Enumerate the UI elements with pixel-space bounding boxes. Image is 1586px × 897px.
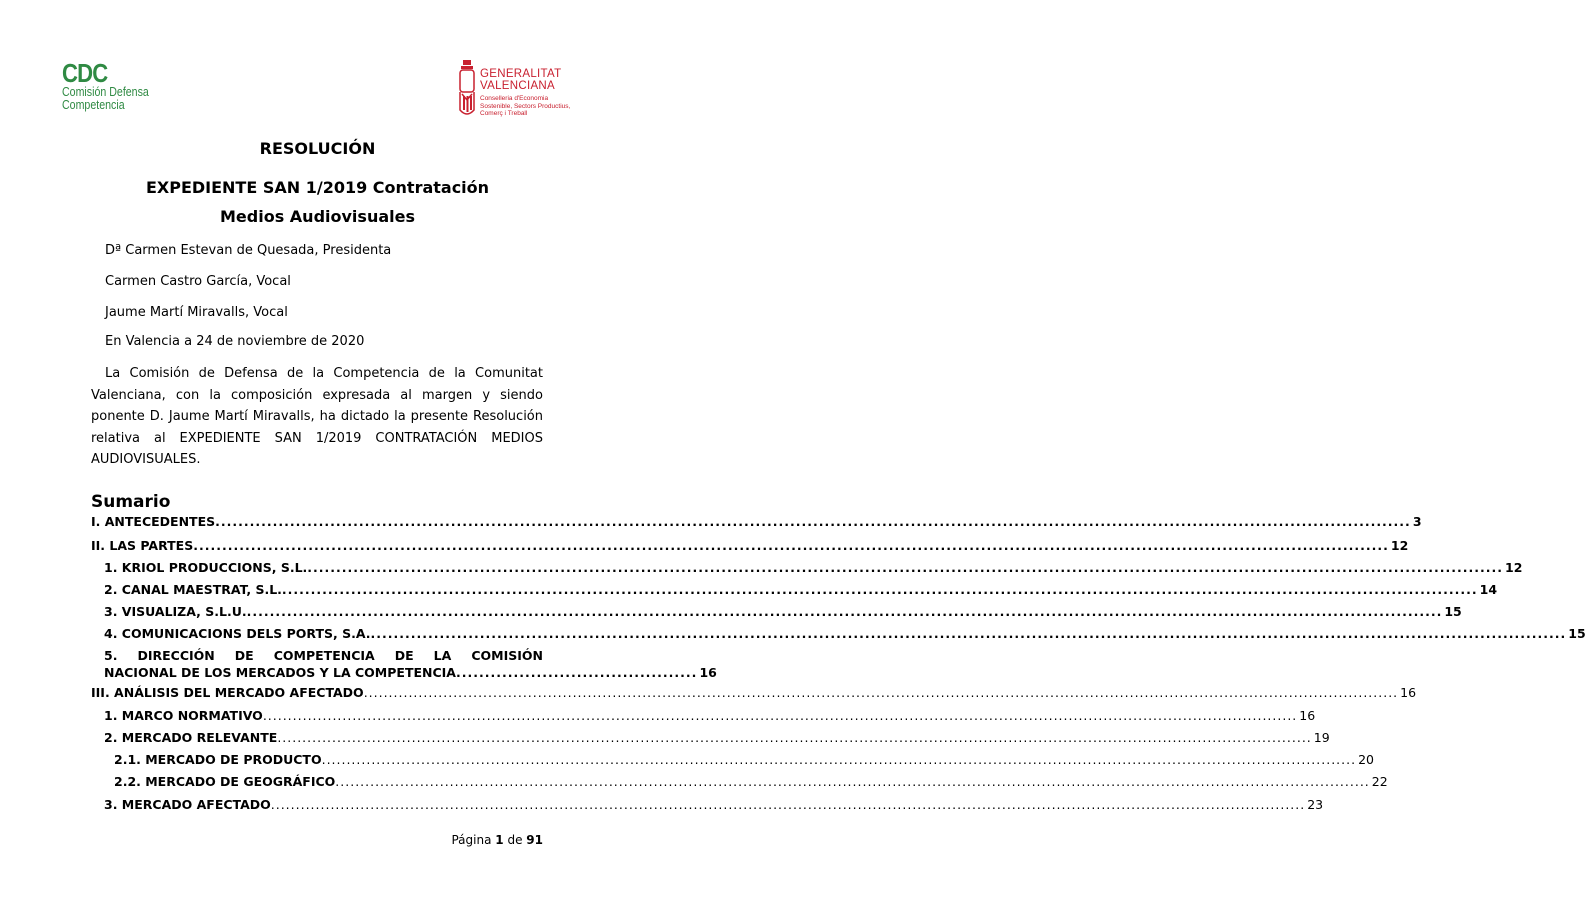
member-vocal-2: Jaume Martí Miravalls, Vocal (105, 305, 288, 320)
toc-item-page: 16 (1400, 685, 1417, 700)
cdc-logo-mark: CDC (62, 58, 108, 88)
gva-dept-line1: Conselleria d'Economia (480, 95, 549, 102)
toc-item-label: 1. KRIOL PRODUCCIONS, S.L. (104, 560, 308, 575)
toc-item-mercado-relevante[interactable] (104, 730, 1330, 745)
toc-item-page: 16 (699, 665, 717, 680)
toc-item-label-line1: 5. DIRECCIÓN DE COMPETENCIA DE LA COMISIÓN (104, 648, 543, 663)
toc-item-page: 12 (1505, 560, 1523, 575)
page-number-current: 1 (495, 833, 504, 847)
toc-item-page: 16 (1299, 708, 1316, 723)
toc-item-marco-normativo[interactable] (104, 708, 1316, 723)
toc-item-visualiza[interactable] (104, 604, 1462, 619)
toc-item-label: 2. MERCADO RELEVANTE (104, 730, 278, 745)
member-vocal-1: Carmen Castro García, Vocal (105, 274, 291, 289)
toc-item-page: 15 (1568, 626, 1586, 641)
cdc-logo (62, 60, 182, 112)
document-subtitle-line1: EXPEDIENTE SAN 1/2019 Contratación (145, 178, 490, 197)
toc-item-kriol[interactable] (104, 560, 1523, 575)
toc-item-label: III. ANÁLISIS DEL MERCADO AFECTADO (91, 685, 364, 700)
toc-item-label: 1. MARCO NORMATIVO (104, 708, 263, 723)
gva-emblem-icon (458, 60, 476, 118)
page-number (0, 833, 543, 847)
toc-item-label: 3. VISUALIZA, S.L.U. (104, 604, 247, 619)
member-president: Dª Carmen Estevan de Quesada, Presidenta (105, 243, 392, 258)
date-line: En Valencia a 24 de noviembre de 2020 (105, 334, 365, 349)
toc-item-label: 3. MERCADO AFECTADO (104, 797, 271, 812)
toc-item-label: II. LAS PARTES (91, 538, 194, 553)
gva-logo (458, 60, 588, 120)
toc-item-page: 22 (1371, 774, 1388, 789)
toc-item-page: 19 (1313, 730, 1330, 745)
document-subtitle-line2: Medios Audiovisuales (220, 207, 415, 226)
toc-item-direccion-competencia[interactable]: 5. DIRECCIÓN DE COMPETENCIA DE LA COMISIÓN NACIONAL DE LOS MERCADOS Y LA COMPETENCIA .......................................... 16 (104, 648, 717, 680)
toc-item-page: 14 (1479, 582, 1498, 597)
gva-dept-text (480, 95, 570, 118)
page-number-total: 91 (526, 833, 543, 847)
gva-dept-line3: Comerç i Treball (480, 110, 528, 117)
document-title: RESOLUCIÓN (259, 139, 376, 158)
intro-paragraph: La Comisión de Defensa de la Competencia de la Comunitat Valenciana, con la composición expresada al margen y siendo ponente D. Jaume Martí Miravalls, ha dictado la presente Resolución relativa al EXPEDIENTE SAN 1/2019 CONTRATACIÓN MEDIOS AUDIOVISUALES. (91, 366, 543, 467)
toc-item-mercado-geografico[interactable] (114, 774, 1388, 789)
toc-item-label: I. ANTECEDENTES (91, 514, 216, 529)
toc-item-label: 2. CANAL MAESTRAT, S.L. (104, 582, 282, 597)
toc-item-mercado-producto[interactable] (114, 752, 1374, 767)
toc-item-page: 20 (1358, 752, 1374, 767)
gva-dept-line2: Sostenible, Sectors Productius, (480, 102, 571, 110)
page-number-sep: de (507, 833, 523, 847)
toc-item-label: 2.2. MERCADO DE GEOGRÁFICO (114, 774, 336, 789)
toc-item-analisis-mercado[interactable] (91, 685, 1417, 700)
toc-item-antecedentes[interactable] (91, 514, 1422, 529)
toc-item-mercado-afectado[interactable] (104, 797, 1324, 812)
toc-item-comunicacions[interactable] (104, 626, 1586, 641)
toc-item-label: 2.1. MERCADO DE PRODUCTO (114, 752, 322, 767)
toc-item-page: 3 (1412, 514, 1422, 529)
toc-item-canal-maestrat[interactable] (104, 582, 1498, 597)
gva-logo-line1: GENERALITAT (480, 68, 562, 80)
gva-logo-line2: VALENCIANA (480, 80, 556, 92)
toc-item-page: 23 (1307, 797, 1324, 812)
page-number-prefix: Página (451, 833, 492, 847)
toc-item-page: 15 (1444, 604, 1462, 619)
cdc-logo-line2: Competencia (62, 98, 125, 112)
toc-item-las-partes[interactable] (91, 538, 1409, 553)
toc-item-label-line2: NACIONAL DE LOS MERCADOS Y LA COMPETENCIA (104, 665, 456, 680)
toc-item-label: 4. COMUNICACIONS DELS PORTS, S.A. (104, 626, 371, 641)
toc-item-page: 12 (1390, 538, 1409, 553)
toc-heading: Sumario (91, 492, 171, 512)
cdc-logo-line1: Comisión Defensa (62, 85, 149, 99)
